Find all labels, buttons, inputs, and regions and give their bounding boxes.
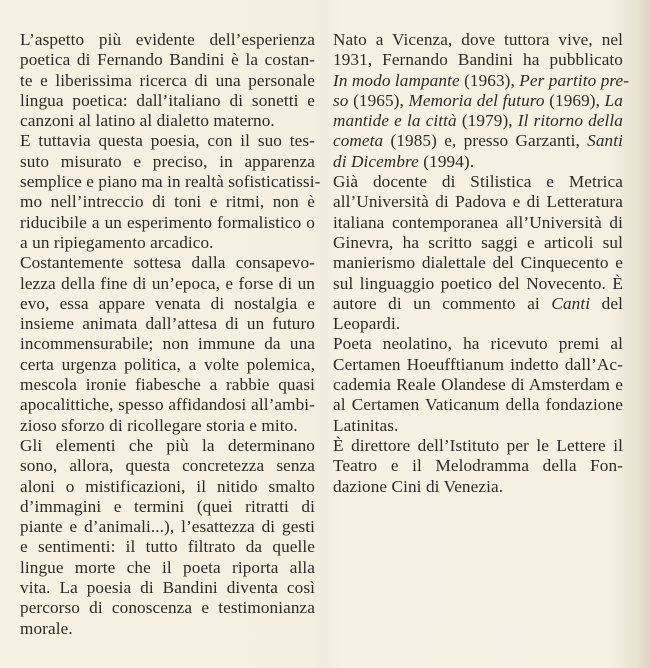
paragraph-biography	[333, 30, 630, 172]
text-line: Latinitas.	[333, 415, 399, 435]
text-line: Certamen Hoeufftianum indetto dall’Ac-	[333, 354, 623, 374]
text-line: suto misurato e preciso, in apparenza	[20, 151, 315, 171]
text-line	[333, 152, 623, 172]
book-title: mantide e la città	[333, 111, 457, 131]
text-line	[333, 70, 630, 91]
text-fragment: (1994).	[418, 151, 475, 171]
text-line: sono, allora, questa concretezza senza	[20, 456, 315, 476]
text-line: 1931, Fernando Bandini ha pubblicato	[333, 50, 623, 70]
text-line: morale.	[20, 618, 73, 638]
text-line: evo, essa appare venata di nostalgia e	[20, 293, 315, 313]
text-line	[333, 91, 623, 111]
text-line: E tuttavia questa poesia, con il suo tes-	[20, 131, 315, 151]
text-line: Costantemente sottesa dalla consapevo-	[20, 253, 315, 273]
text-line: Già docente di Stilistica e Metrica	[333, 172, 623, 192]
text-line: lezza della fine di un’epoca, e forse di un	[20, 273, 315, 293]
text-line: apocalittiche, spesso affidandosi all’ambi-	[20, 395, 315, 415]
text-line: d’immagini e termini (quei ritratti di	[20, 496, 315, 516]
text-line: È direttore dell’Istituto per le Lettere il	[333, 435, 623, 455]
text-fragment: (1965),	[348, 90, 409, 110]
book-title: so	[333, 90, 349, 110]
text-line: riducibile a un esperimento formalistico o	[20, 212, 315, 232]
text-line: Ginevra, ha scritto saggi e articoli sul	[333, 232, 623, 252]
text-line: mo nell’intreccio di toni e ritmi, non è	[20, 192, 315, 212]
text-line: sul linguaggio poetico del Novecento. È	[333, 273, 623, 293]
text-line: e sentimenti: il tutto filtrato da quelle	[20, 537, 315, 557]
text-line: Nato a Vicenza, dove tuttora vive, nel	[333, 30, 623, 49]
text-line: al Certamen Vaticanum della fondazione	[333, 395, 623, 415]
text-line	[333, 131, 623, 151]
text-line: all’Università di Padova e di Letteratura	[333, 192, 623, 212]
text-line: canzoni al latino al dialetto materno.	[20, 111, 275, 131]
text-fragment: (1963),	[459, 70, 520, 90]
paragraph-themes	[20, 253, 315, 436]
text-line: Teatro e il Melodramma della Fon-	[333, 456, 623, 476]
paragraph-director	[333, 436, 623, 497]
text-line: piante e d’animali...), l’esattezza di gesti	[20, 517, 315, 537]
book-title: In modo lampante	[333, 70, 460, 90]
text-line: Poeta neolatino, ha ricevuto premi al	[333, 334, 623, 354]
text-line: insieme animata dall’attesa di un futuro	[20, 314, 315, 334]
text-fragment: autore di un commento ai	[333, 293, 552, 313]
text-line: incommensurabile; non immune da una	[20, 334, 315, 354]
text-line: percorso di conoscenza e testimonianza	[20, 598, 315, 618]
text-line: manierismo dialettale del Cinquecento e	[333, 253, 623, 273]
book-title: Memoria del futuro	[408, 90, 545, 110]
text-fragment: (1985) e, presso Garzanti,	[383, 131, 588, 151]
book-title: cometa	[333, 131, 384, 151]
paragraph-style	[20, 131, 321, 253]
text-line: semplice e piano ma in realtà sofisticatissi-	[20, 172, 321, 192]
text-fragment: (1979),	[456, 111, 518, 131]
text-line: zioso sforzo di ricollegare storia e mito.	[20, 415, 298, 435]
text-line: a un ripiegamento arcadico.	[20, 232, 214, 252]
text-line: lingua poetica: dall’italiano di sonetti e	[20, 90, 315, 110]
text-line: mescola ironie fiabesche a rabbie quasi	[20, 375, 315, 395]
book-title: Il ritorno della	[517, 111, 623, 131]
left-column	[20, 30, 321, 639]
text-line: te e liberissima ricerca di una personale	[20, 70, 315, 90]
paragraph-language	[20, 30, 315, 131]
text-line: L’aspetto più evidente dell’esperienza	[20, 30, 315, 49]
book-title: di Dicembre	[333, 151, 419, 171]
text-line: certa urgenza politica, a volte polemica,	[20, 354, 315, 374]
text-line: vita. La poesia di Bandini diventa così	[20, 578, 315, 598]
text-fragment: (1969),	[544, 90, 605, 110]
book-title: Per partito pre-	[519, 70, 630, 90]
text-line: poetica di Fernando Bandini è la costan-	[20, 50, 315, 70]
book-title: Santi	[587, 131, 623, 151]
text-line: aloni o mistificazioni, il nitido smalto	[20, 476, 315, 496]
right-column	[333, 30, 630, 497]
text-line	[333, 294, 623, 314]
paragraph-teaching	[333, 172, 623, 334]
text-line: Gli elementi che più la determinano	[20, 435, 315, 455]
text-line: Leopardi.	[333, 314, 401, 334]
text-line: cademia Reale Olandese di Amsterdam e	[333, 375, 623, 395]
book-title: La	[604, 90, 623, 110]
paragraph-elements	[20, 436, 315, 639]
book-title: Canti	[551, 293, 591, 313]
text-line: lingue morte che il poeta riporta alla	[20, 557, 315, 577]
text-line: dazione Cini di Venezia.	[333, 476, 504, 496]
paragraph-awards	[333, 334, 623, 435]
text-line	[333, 111, 623, 131]
text-fragment: del	[590, 293, 623, 313]
text-line: italiana contemporanea all’Università di	[333, 212, 623, 232]
